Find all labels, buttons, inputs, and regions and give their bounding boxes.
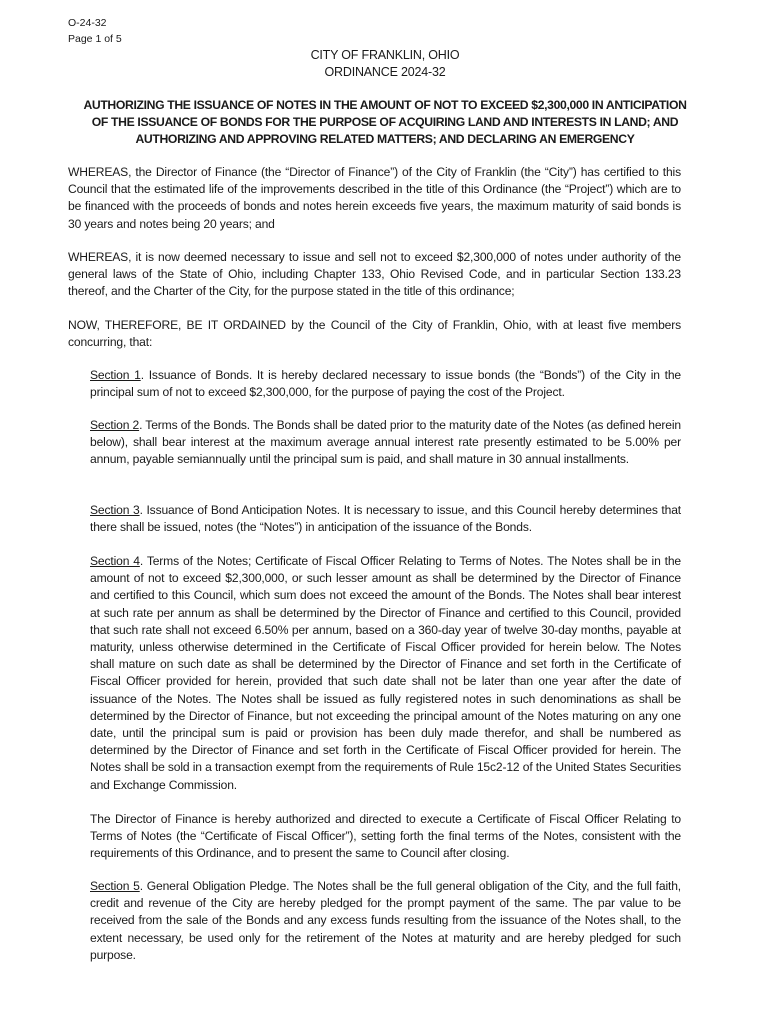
ordinance-title xyxy=(60,97,710,148)
city-name: CITY OF FRANKLIN, OHIO xyxy=(310,48,460,62)
title-line-2: OF THE ISSUANCE OF BONDS FOR THE PURPOSE OF ACQUIRING LAND AND INTERESTS IN LAND; AND xyxy=(91,115,679,129)
section-3-paragraph xyxy=(90,502,681,536)
section-4-paragraph xyxy=(90,553,681,794)
section-1-heading: Section 1 xyxy=(90,368,141,382)
section-2-heading: Section 2 xyxy=(90,418,140,432)
whereas-paragraph-1: WHEREAS, the Director of Finance (the “Director of Finance”) of the City of Franklin (the “City”) has certified to this Council that the estimated life of the improvements described in the title of this Ordinance (the “Project”) which are to be financed with the proceeds of bonds and notes herein exceeds five years, the maximum maturity of said bonds is 30 years and notes being 20 years; and xyxy=(68,165,681,231)
page-number: Page 1 of 5 xyxy=(68,33,122,45)
section-2-paragraph xyxy=(90,417,681,469)
title-line-1: AUTHORIZING THE ISSUANCE OF NOTES IN THE AMOUNT OF NOT TO EXCEED $2,300,000 IN ANTICIPATION xyxy=(83,98,687,112)
section-4-paragraph-2: The Director of Finance is hereby authorized and directed to execute a Certificate of Fiscal Officer Relating to Terms of Notes (the “Certificate of Fiscal Officer”), setting forth the final terms of the Notes, consistent with the requirements of this Ordinance, and to present the same to Council after closing. xyxy=(90,812,681,861)
document-number: O-24-32 xyxy=(68,17,107,29)
section-3-text: . Issuance of Bond Anticipation Notes. It is necessary to issue, and this Council hereby determines that there shall be issued, notes (the “Notes”) in anticipation of the issuance of the Bonds. xyxy=(90,503,681,535)
section-2-text: . Terms of the Bonds. The Bonds shall be dated prior to the maturity date of the Notes (as defined herein below), shall bear interest at the maximum average annual interest rate presently estimated to be 5.00% per annum, payable semiannually until the principal sum is paid, and shall mature in 30 annual installments. xyxy=(90,418,681,467)
section-5-heading: Section 5 xyxy=(90,879,140,893)
section-4-text: . Terms of the Notes; Certificate of Fiscal Officer Relating to Terms of Notes. The Notes shall be in the amount of not to exceed $2,300,000, or such lesser amount as shall be determined by the Director of Finance and certified to this Council, which sum does not exceed the amount of the Bonds. The Notes shall bear interest at such rate per annum as shall be determined by the Director of Finance and certified to this Council, provided that such rate shall not exceed 6.50% per annum, based on a 360-day year of twelve 30-day months, payable at maturity, unless otherwise determined in the Certificate of Fiscal Officer provided for herein below. The Notes shall mature on such date as shall be determined by the Director of Finance and set forth in the Certificate of Fiscal Officer provided for herein, provided that such date shall not be later than one year after the date of issuance of the Notes. The Notes shall be issued as fully registered notes in such denominations as shall be determined by the Director of Finance, but not exceeding the principal amount of the Notes maturing on any one date, until the principal sum is paid or provision has been duly made therefor, and shall be numbered as determined by the Director of Finance and set forth in the Certificate of Fiscal Officer provided for herein. The Notes shall be sold in a transaction exempt from the requirements of Rule 15c2-12 of the United States Securities and Exchange Commission. xyxy=(90,554,682,792)
ordinance-number: ORDINANCE 2024-32 xyxy=(324,65,446,79)
whereas-paragraph-2: WHEREAS, it is now deemed necessary to issue and sell not to exceed $2,300,000 of notes under authority of the general laws of the State of Ohio, including Chapter 133, Ohio Revised Code, and in particular Section 133.23 thereof, and the Charter of the City, for the purpose stated in the title of this ordinance; xyxy=(68,250,681,299)
ordained-paragraph: NOW, THEREFORE, BE IT ORDAINED by the Council of the City of Franklin, Ohio, with at least five members concurring, that: xyxy=(68,318,681,350)
section-4-heading: Section 4 xyxy=(90,554,140,568)
section-5-paragraph xyxy=(90,878,681,964)
section-3-heading: Section 3 xyxy=(90,503,140,517)
ordinance-heading xyxy=(0,47,770,81)
title-line-3: AUTHORIZING AND APPROVING RELATED MATTERS; AND DECLARING AN EMERGENCY xyxy=(135,132,635,146)
section-5-text: . General Obligation Pledge. The Notes shall be the full general obligation of the City, and the full faith, credit and revenue of the City are hereby pledged for the prompt payment of the same. The par value to be received from the sale of the Bonds and any excess funds resulting from the issuance of the Notes shall, to the extent necessary, be used only for the retirement of the Notes at maturity and are hereby pledged for such purpose. xyxy=(90,879,681,962)
section-1-text: . Issuance of Bonds. It is hereby declared necessary to issue bonds (the “Bonds”) of the City in the principal sum of not to exceed $2,300,000, for the purpose of paying the cost of the Project. xyxy=(90,368,681,400)
page-header xyxy=(68,15,122,47)
section-1-paragraph xyxy=(90,367,681,401)
